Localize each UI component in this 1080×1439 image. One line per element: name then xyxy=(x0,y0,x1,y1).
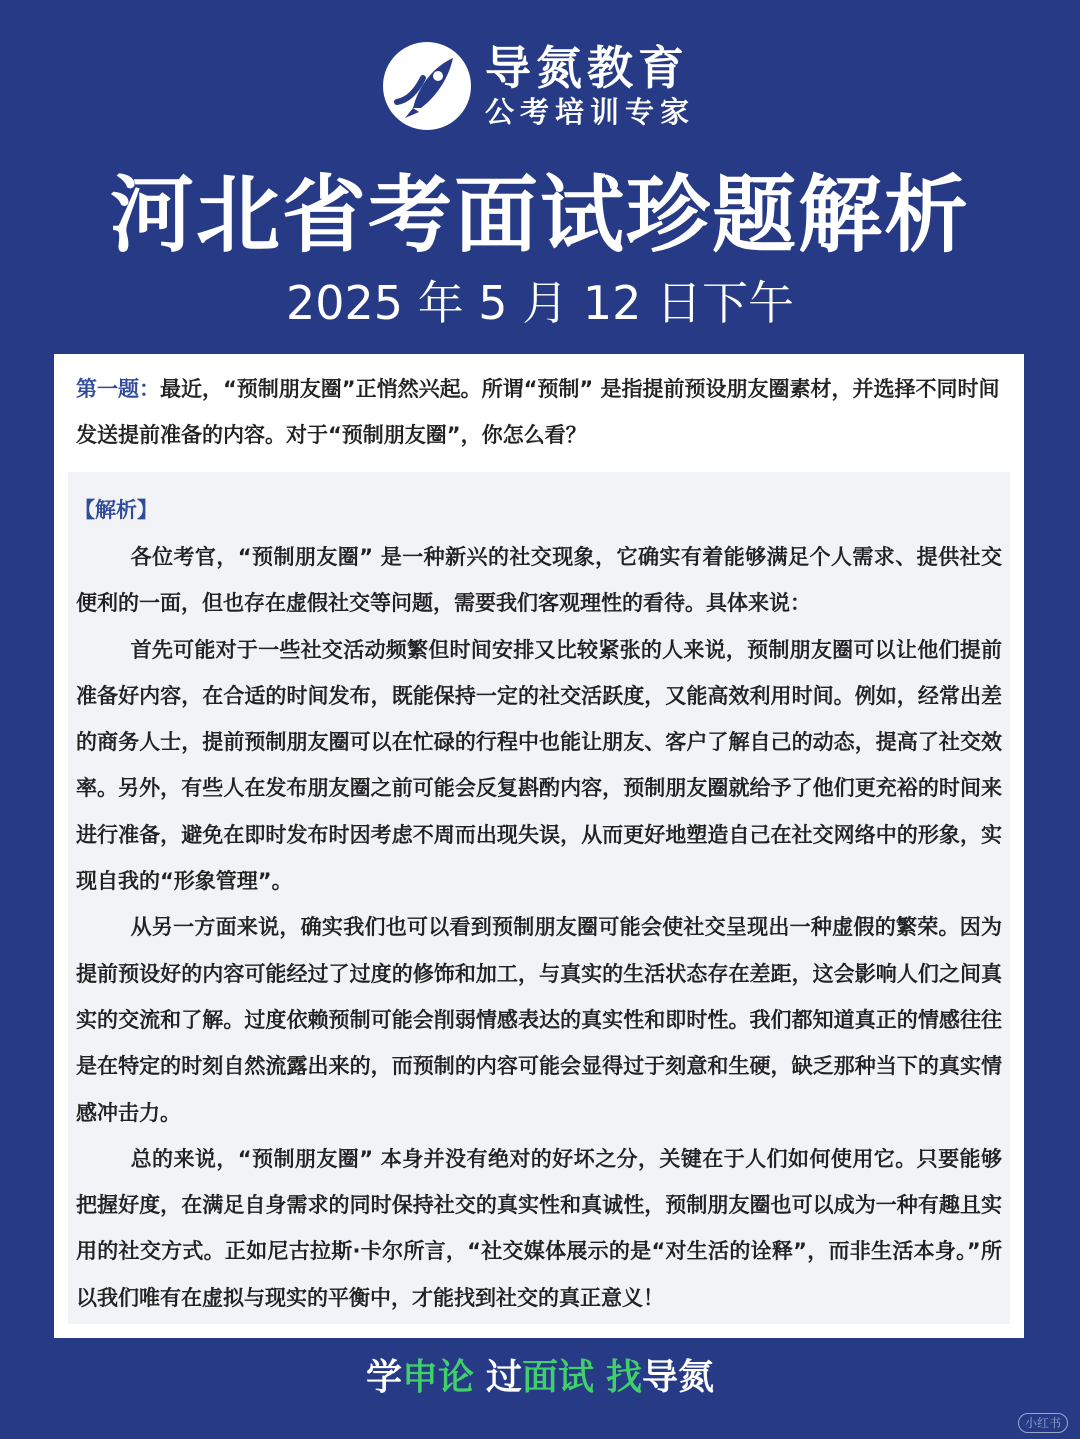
date-subtitle: 2025 年 5 月 12 日下午 xyxy=(286,276,794,330)
page-title: 河北省考面试珍题解析 xyxy=(109,166,970,264)
analysis-body xyxy=(76,534,1002,1321)
analysis-paragraph: 总的来说，“预制朋友圈” 本身并没有绝对的好坏之分，关键在于人们如何使用它。只要能够把握好度，在满足自身需求的同时保持社交的真实性和真诚性，预制朋友圈也可以成为一种有趣且实用的社交方式。正如尼古拉斯·卡尔所言，“社交媒体展示的是“对生活的诠释”，而非生活本身。”所以我们唯有在虚拟与现实的平衡中，才能找到社交的真正意义！ xyxy=(76,1146,1002,1310)
analysis-panel xyxy=(68,472,1010,1324)
watermark: 小红书 xyxy=(1018,1413,1068,1433)
rocket-swoosh-icon xyxy=(383,42,471,130)
footer-part: 找 xyxy=(606,1357,643,1398)
brand-header xyxy=(383,36,695,136)
footer-part: 过 xyxy=(485,1357,522,1398)
analysis-paragraph: 从另一方面来说，确实我们也可以看到预制朋友圈可能会使社交呈现出一种虚假的繁荣。因为提前预设好的内容可能经过了过度的修饰和加工，与真实的生活状态存在差距，这会影响人们之间真实的交流和了解。过度依赖预制可能会削弱情感表达的真实性和即时性。我们都知道真正的情感往往是在特定的时刻自然流露出来的，而预制的内容可能会显得过于刻意和生硬，缺乏那种当下的真实情感冲击力。 xyxy=(76,915,1002,1125)
footer-part: 申论 xyxy=(401,1357,474,1398)
footer-slogan xyxy=(0,1352,1080,1404)
brand-text xyxy=(485,42,695,130)
footer-part: 面试 xyxy=(522,1357,595,1398)
analysis-paragraph: 各位考官，“预制朋友圈” 是一种新兴的社交现象，它确实有着能够满足个人需求、提供社交便利的一面，但也存在虚假社交等问题，需要我们客观理性的看待。具体来说： xyxy=(76,545,1002,616)
footer-part: 导氮 xyxy=(642,1357,715,1398)
question-block xyxy=(76,366,1006,458)
footer-part: 学 xyxy=(365,1357,402,1398)
content-card xyxy=(54,354,1024,1338)
brand-slogan: 公考培训专家 xyxy=(485,95,696,129)
brand-name: 导氮教育 xyxy=(485,41,689,95)
question-text: 最近，“预制朋友圈”正悄然兴起。所谓“预制” 是指提前预设朋友圈素材，并选择不同时间发送提前准备的内容。对于“预制朋友圈”，你怎么看？ xyxy=(76,377,1000,447)
analysis-label: 【解析】 xyxy=(74,498,158,522)
question-label: 第一题： xyxy=(76,377,160,401)
analysis-paragraph: 首先可能对于一些社交活动频繁但时间安排又比较紧张的人来说，预制朋友圈可以让他们提前准备好内容，在合适的时间发布，既能保持一定的社交活跃度，又能高效利用时间。例如，经常出差的商务人士，提前预制朋友圈可以在忙碌的行程中也能让朋友、客户了解自己的动态，提高了社交效率。另外，有些人在发布朋友圈之前可能会反复斟酌内容，预制朋友圈就给予了他们更充裕的时间来进行准备，避免在即时发布时因考虑不周而出现失误，从而更好地塑造自己在社交网络中的形象，实现自我的“形象管理”。 xyxy=(76,637,1002,894)
